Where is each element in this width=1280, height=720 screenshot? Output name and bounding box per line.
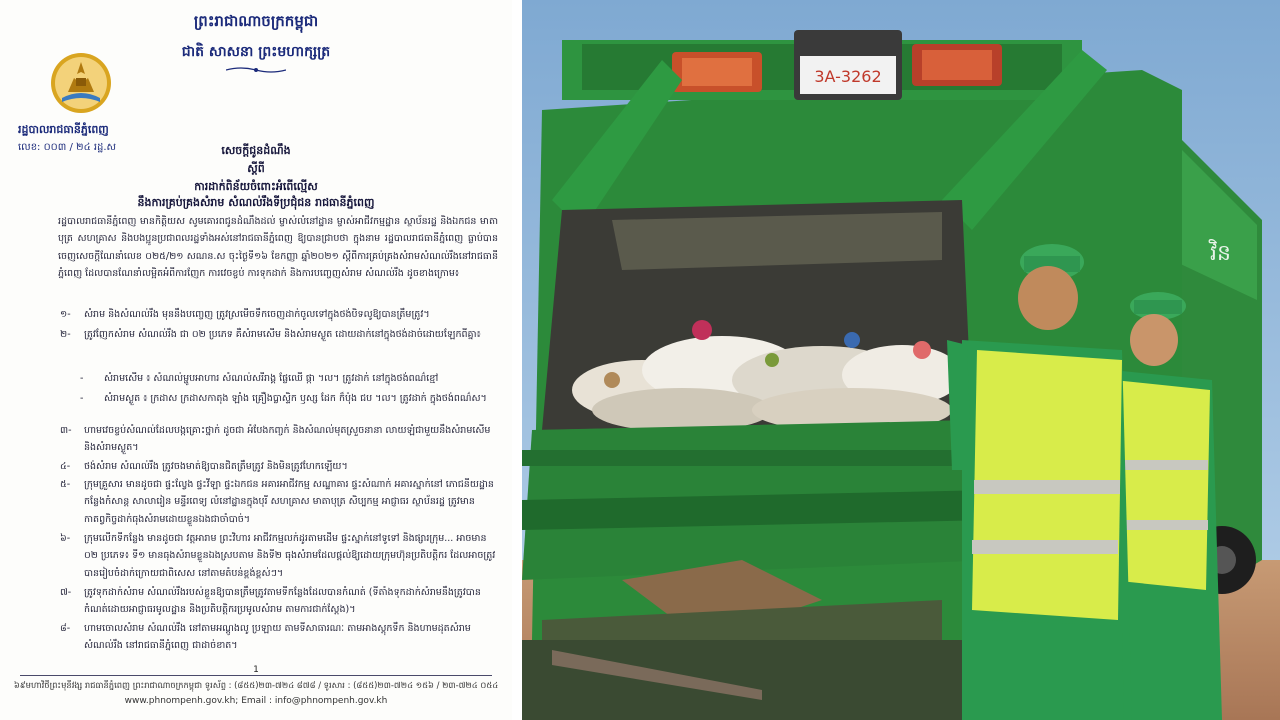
item-text: ត្រូវញែកសំរាម សំណល់រឹង ជា ០២ ប្រភេទ គឺសំរាមសើម និងសំរាមស្ងួត ដោយដាក់នៅក្នុងថង់ដាច់ដោយឡែកពីគ្នា៖ — [84, 329, 481, 340]
item-number: ៤- — [60, 461, 71, 472]
photo-illustration — [522, 0, 1280, 720]
item-text: ហាមចោលសំរាម សំណល់រឹង នៅតាមអណ្តូងលូ ប្រឡាយ តាមទីសាធារណៈ តាមអាងស្តុកទឹក និងហាមដុតសំរាម សំណល់រឹង នៅរាជធានីភ្នំពេញ ជាដាច់ខាត។ — [84, 623, 471, 652]
notice-subject-line2: នឹងការគ្រប់គ្រងសំរាម សំណល់រឹងទីប្រជុំជន រាជធានីភ្នំពេញ — [137, 196, 375, 209]
footer-website-email: www.phnompenh.gov.kh; Email : info@phnompenh.gov.kh — [124, 696, 388, 706]
item-text: សំរាម និងសំណល់រឹង មុននឹងបញ្ចេញ ត្រូវស្រមើចទឹកចេញដាក់ចូលទៅក្នុងថង់បិទលូឱ្យបានត្រឹមត្រូវ។ — [84, 309, 430, 320]
item-number: ៣- — [60, 425, 72, 436]
item-bullet: - — [80, 373, 84, 384]
item-text: សំរាមស្ងួត ៖ ក្រដាស ក្រដាសកាតុង ឡាំង គ្រឿងប្លាស្ទិក ឫស្ស ដែក ក៏ប៉ុង ជប ។ល។ ត្រូវដាក់ ក្នុងថង់ពណ៌ស។ — [104, 393, 487, 404]
header-ornament — [226, 66, 286, 74]
item-number: ៥- — [60, 479, 71, 490]
issuer-name: រដ្ឋបាលរាជធានីភ្នំពេញ — [18, 123, 109, 136]
official-notice-document — [0, 0, 512, 720]
motto-header: ជាតិ សាសនា ព្រះមហាក្សត្រ — [181, 44, 331, 60]
notice-subtitle-about: ស្តីពី — [247, 162, 265, 175]
page-number: 1 — [253, 665, 259, 675]
item-number: ១- — [60, 309, 71, 320]
truck-side-lettering: វិន — [1210, 241, 1231, 266]
item-text: ថង់សំរាម សំណល់រឹង ត្រូវចងមាត់ឱ្យបានជិតត្រឹមត្រូវ និងមិនត្រូវហែកឡើយ។ — [84, 461, 348, 472]
garbage-truck-photo — [522, 0, 1280, 720]
notice-subject-line1: ការដាក់ពិន័យចំពោះអំពើល្មើស — [194, 180, 318, 193]
item-text: ហាមវេចខ្ចប់សំណល់ដែលបង្កគ្រោះថ្នាក់ ដូចជា អំបែងកញ្ចក់ និងសំណល់មុតស្រួចនានា លាយឡំជាមួយនឹងសំរាមសើម និងសំរាមស្ងួត។ — [84, 425, 491, 454]
phnom-penh-seal-logo — [50, 52, 112, 114]
item-text: ត្រូវទុកដាក់សំរាម សំណល់រឹងរបស់ខ្លួនឱ្យបានត្រឹមត្រូវតាមទីកន្លែងដែលបានកំណត់ (ទីតាំងទុកដាក់សំរាមនឹងត្រូវបានកំណត់ដោយអាជ្ញាធរមូលដ្ឋាន និងប្រតិបត្តិករប្រមូលសំរាម តាមការជាក់ស្តែង)។ — [84, 587, 481, 616]
item-bullet: - — [80, 393, 84, 404]
footer-address: ៦៩មហាវិថីព្រះមុនីវង្ស រាជធានីភ្នំពេញ ព្រះរាជាណាចក្រកម្ពុជា ទូរស័ព្ទ : (៨៥៥)២៣-៧២៤ ៨៧៨ / ទូរសារ : (៨៥៥)២៣-៧២៤ ១៥៦ / ២៣-៧២៤ ០៥៤ — [13, 680, 499, 690]
reference-number: លេខ: ០០៣ / ២៤ រដ្ឋ.ស — [18, 142, 117, 153]
item-text: សំរាមសើម ៖ សំណល់ម្ហូបអាហារ សំណល់សរីរាង្គ ផ្លែឈើ ផ្កា ។ល។ ត្រូវដាក់ នៅក្នុងថង់ពណ៌ខ្មៅ — [104, 373, 439, 384]
kingdom-header: ព្រះរាជាណាចក្រកម្ពុជា — [193, 12, 319, 30]
item-text: ក្រុមគ្រួសារ មានដូចជា ផ្ទះល្វែង ផ្ទះវីឡា ផ្ទះឯកជន អគារអាជីវកម្ម សណ្ឋាគារ ផ្ទះសំណាក់ អគារស្នាក់នៅ ភោជនីយដ្ឋាន កន្លែងកំសាន្ត សាលារៀន មន្ទីរពេទ្យ លំនៅដ្ឋានក្នុងបុរី សហគ្រាស មាតាបុត្រ សិប្បកម្ម អាជ្ញាធរ ស្ថាប័នរដ្ឋ ត្រូវមានកាតព្វកិច្ចដាក់ធុងសំរាមដោយខ្លួនឯងជាចាំបាច់។ — [84, 479, 494, 525]
item-text: ក្រុមលើកទីកន្លែង មានដូចជា វត្តអារាម ព្រះវិហារ អាជីវកម្មលក់ដូរតាមដើម ផ្ទះស្នាក់នៅទូទៅ និងផ្សារក្រុម... អាចមាន ០២ ប្រភេទ៖ ទី១ មានធុងសំរាមខ្លួនឯងស្របតាម និងទី២ ធុងសំរាមដែលផ្តល់ឱ្យដោយក្រុមហ៊ុនប្រតិបត្តិករ ដែលអាចត្រូវបានរៀបចំដាក់ក្រោយជាពិសេស នៅតាមតំបន់ខ្ពង់ខ្ពស់ៗ។ — [84, 533, 496, 579]
item-number: ៨- — [60, 623, 71, 634]
item-number: ៧- — [60, 587, 72, 598]
item-number: ៦- — [60, 533, 71, 544]
notice-title: សេចក្តីជូនដំណឹង — [221, 144, 291, 157]
footer-divider — [20, 675, 492, 676]
license-plate-text: 3A-3262 — [814, 67, 882, 86]
item-number: ២- — [60, 329, 71, 340]
intro-paragraph: រដ្ឋបាលរាជធានីភ្នំពេញ មានកិត្តិយស សូមគោរពជូនដំណឹងដល់ ម្ចាស់លំនៅដ្ឋាន ម្ចាស់អាជីវកម្មដ្ឋាន ស្ថាប័នរដ្ឋ និងឯកជន មាតាបុត្រ សហគ្រាស និងបងប្អូនប្រជាពលរដ្ឋទាំងអស់នៅរាជធានីភ្នំពេញ ឱ្យបានជ្រាបថា ក្នុងនាម រដ្ឋបាលរាជធានីភ្នំពេញ ធ្លាប់បានចេញសេចក្តីណែនាំលេខ ០២៥/២១ សណន.ស ចុះថ្ងៃទី១៦ ខែកញ្ញា ឆ្នាំ២០២១ ស្តីពីការគ្រប់គ្រងសំរាមសំណល់រឹងនៅរាជធានីភ្នំពេញ ដែលបានណែនាំលម្អិតអំពីការញែក ការវេចខ្ចប់ ការទុកដាក់ និងការបញ្ចេញសំរាម សំណល់រឹង ដូចខាងក្រោម៖ — [58, 216, 498, 280]
